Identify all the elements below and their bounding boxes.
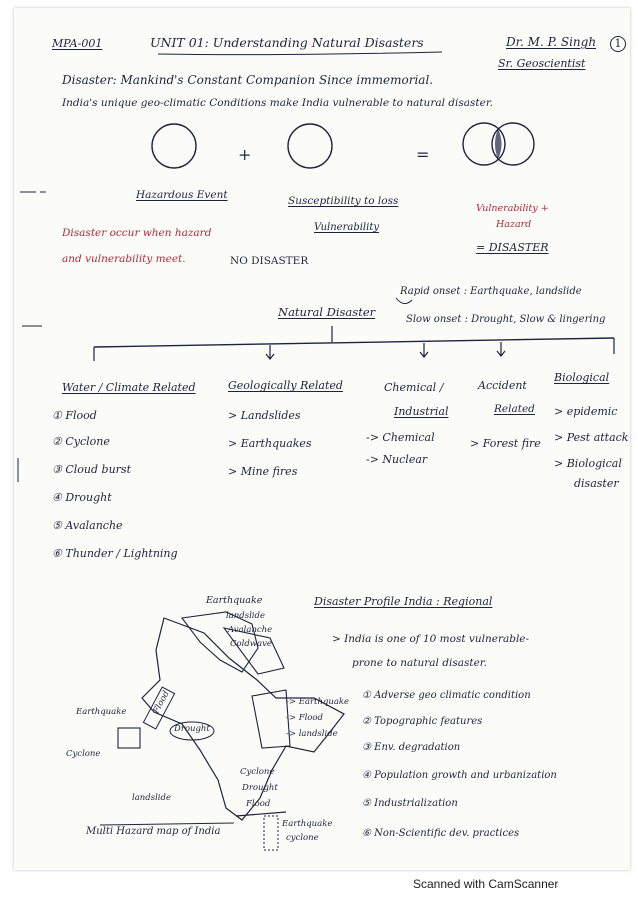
map-label: Flood bbox=[151, 689, 172, 716]
unit-title: UNIT 01: Understanding Natural Disasters bbox=[150, 35, 424, 50]
result-disaster: = DISASTER bbox=[476, 241, 549, 254]
cat-chem-title-2: Industrial bbox=[394, 405, 449, 418]
venn-left-circle bbox=[463, 123, 505, 165]
map-label: cyclone bbox=[286, 833, 319, 843]
slow-onset: Slow onset : Drought, Slow & lingering bbox=[406, 314, 606, 325]
profile-intro-1: > India is one of 10 most vulnerable- bbox=[332, 633, 530, 645]
caption-underline bbox=[236, 812, 286, 816]
list-item: > Forest fire bbox=[470, 437, 541, 450]
map-label: Drought bbox=[174, 724, 210, 734]
list-item: > Pest attack bbox=[554, 431, 629, 444]
list-item: > Earthquakes bbox=[228, 437, 312, 450]
ne-box bbox=[252, 690, 290, 748]
map-label: Earthquake bbox=[282, 819, 333, 829]
list-item: ⑥ Thunder / Lightning bbox=[52, 547, 178, 560]
author-role: Sr. Geoscientist bbox=[498, 57, 586, 70]
list-item: disaster bbox=[574, 477, 619, 490]
list-item: ① Flood bbox=[52, 409, 97, 422]
map-label: Coldwave bbox=[230, 639, 272, 649]
islands-box bbox=[264, 816, 278, 850]
vulnerability-circle bbox=[288, 124, 332, 168]
tree-bar bbox=[94, 338, 614, 347]
list-item: > Landslides bbox=[228, 409, 301, 422]
cat-bio-title: Biological bbox=[554, 371, 610, 384]
scanner-watermark: Scanned with CamScanner bbox=[413, 877, 559, 891]
author-name: Dr. M. P. Singh bbox=[506, 35, 597, 49]
list-item: -> Chemical bbox=[366, 431, 435, 444]
cat-accident-title-1: Accident bbox=[478, 379, 527, 392]
plus-sign: + bbox=[238, 145, 252, 164]
list-item: > epidemic bbox=[554, 405, 618, 418]
page-number: 1 bbox=[610, 36, 626, 52]
venn-right-circle bbox=[492, 123, 534, 165]
profile-point: ④ Population growth and urbanization bbox=[362, 770, 557, 781]
hazard-label: Hazardous Event bbox=[136, 189, 228, 201]
profile-intro-2: prone to natural disaster. bbox=[352, 657, 487, 669]
cat-accident-title-2: Related bbox=[494, 403, 535, 415]
scanned-page bbox=[14, 8, 630, 870]
list-item: ② Cyclone bbox=[52, 435, 110, 448]
susceptibility-label: Susceptibility to loss bbox=[288, 195, 399, 207]
map-label: Cyclone bbox=[240, 767, 275, 777]
profile-title: Disaster Profile India : Regional bbox=[314, 595, 493, 608]
rapid-onset: Rapid onset : Earthquake, landslide bbox=[400, 286, 582, 297]
intro-line-1: Disaster: Mankind's Constant Companion Since immemorial. bbox=[62, 73, 434, 87]
vulnerability-label: Vulnerability bbox=[314, 222, 379, 233]
profile-point: ⑤ Industrialization bbox=[362, 798, 458, 809]
profile-point: ① Adverse geo climatic condition bbox=[362, 690, 531, 701]
list-item: ④ Drought bbox=[52, 491, 112, 504]
no-disaster: NO DISASTER bbox=[230, 255, 309, 267]
map-label: Avalanche bbox=[228, 625, 273, 635]
equals-sign: = bbox=[416, 145, 430, 164]
intro-line-2: India's unique geo-climatic Conditions make India vulnerable to natural disaster. bbox=[62, 97, 494, 109]
map-label: Flood bbox=[246, 799, 271, 809]
profile-point: ⑥ Non-Scientific dev. practices bbox=[362, 828, 520, 839]
map-label: -> landslide bbox=[286, 729, 338, 739]
map-caption: Multi Hazard map of India bbox=[86, 826, 221, 837]
list-item: > Mine fires bbox=[228, 465, 298, 478]
cat-chem-title-1: Chemical / bbox=[384, 381, 444, 394]
map-label: landslide bbox=[226, 611, 265, 621]
result-note-2: Hazard bbox=[496, 219, 532, 230]
list-item: > Biological bbox=[554, 457, 622, 470]
tree-root: Natural Disaster bbox=[278, 305, 376, 319]
map-label: Earthquake bbox=[76, 707, 127, 717]
map-label: Cyclone bbox=[66, 749, 101, 759]
result-note-1: Vulnerability + bbox=[476, 203, 549, 214]
profile-point: ② Topographic features bbox=[362, 716, 483, 727]
map-label: landslide bbox=[132, 793, 171, 803]
map-label: Drought bbox=[242, 783, 278, 793]
profile-point: ③ Env. degradation bbox=[362, 742, 461, 753]
red-note-1: Disaster occur when hazard bbox=[62, 227, 212, 239]
title-underline bbox=[158, 52, 442, 55]
red-note-2: and vulnerability meet. bbox=[62, 253, 186, 265]
map-label: -> Flood bbox=[286, 713, 323, 723]
list-item: ⑤ Avalanche bbox=[52, 519, 123, 532]
gujarat-box bbox=[118, 728, 140, 748]
venn-overlap-shade bbox=[495, 129, 502, 159]
map-label: Earthquake bbox=[206, 595, 263, 606]
list-item: ③ Cloud burst bbox=[52, 463, 131, 476]
cat-water-title: Water / Climate Related bbox=[62, 381, 196, 394]
cat-geo-title: Geologically Related bbox=[228, 379, 343, 392]
hazard-circle bbox=[152, 124, 196, 168]
map-label: -> Earthquake bbox=[286, 697, 350, 707]
course-code: MPA-001 bbox=[52, 37, 103, 50]
list-item: -> Nuclear bbox=[366, 453, 428, 466]
